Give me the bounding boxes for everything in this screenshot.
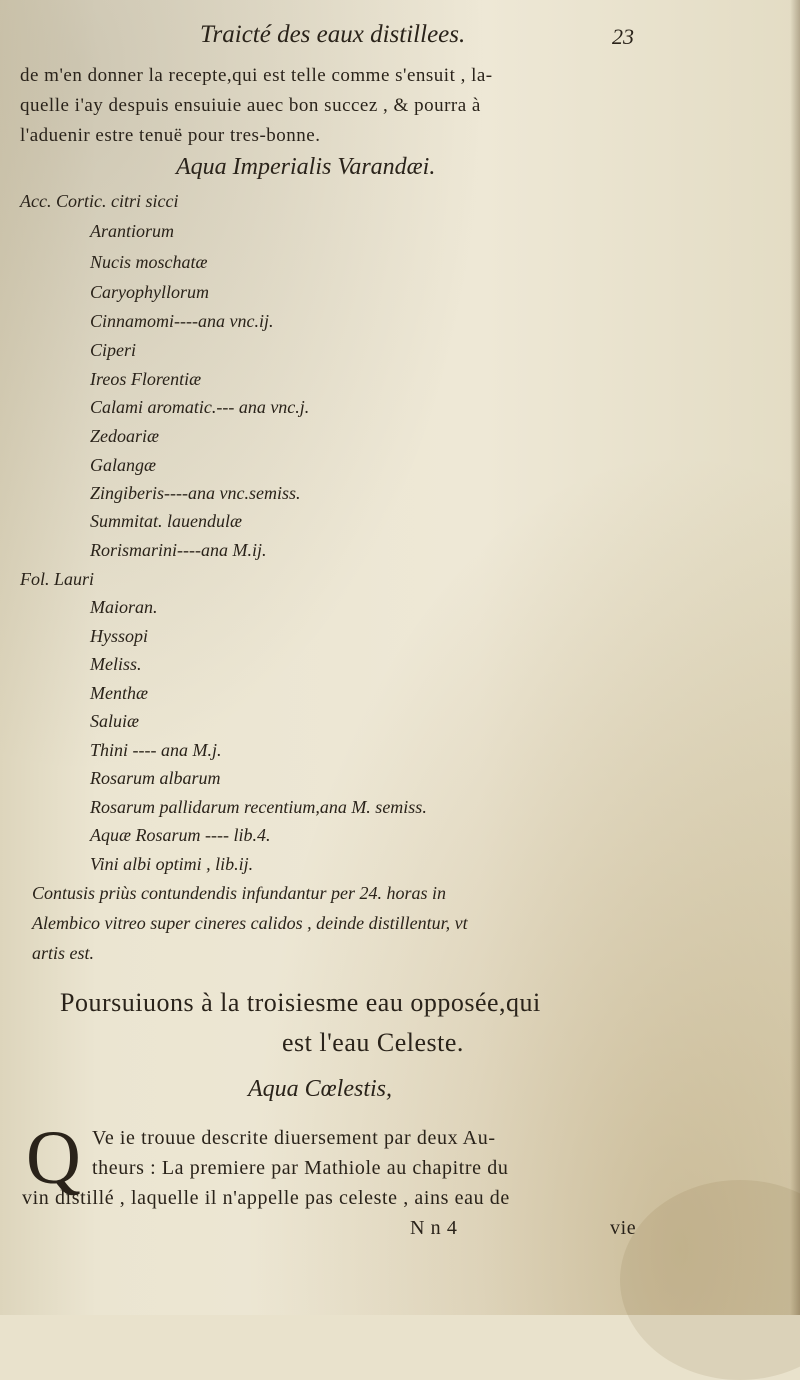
- intro-line-2: quelle i'ay despuis ensuiuie auec bon succez , & pourra à: [20, 95, 481, 116]
- body-line-2: theurs : La premiere par Mathiole au chapitre du: [92, 1157, 509, 1179]
- recipe-line: Fol. Lauri: [20, 569, 95, 589]
- instruction-line-3: artis est.: [32, 943, 95, 963]
- section-heading-line-1: Poursuiuons à la troisiesme eau opposée,qui: [60, 988, 541, 1017]
- subheading: Aqua Cœlestis,: [248, 1076, 393, 1102]
- recipe-line: Hyssopi: [90, 626, 148, 646]
- recipe-line: Maioran.: [90, 597, 158, 617]
- section-heading-line-2: est l'eau Celeste.: [282, 1028, 464, 1057]
- paper-stain: [620, 1180, 800, 1380]
- drop-cap: Q: [26, 1116, 81, 1200]
- recipe-title: Aqua Imperialis Varandæi.: [176, 154, 436, 180]
- recipe-line: Aquæ Rosarum ---- lib.4.: [90, 825, 271, 845]
- recipe-line: Calami aromatic.--- ana vnc.j.: [90, 397, 310, 417]
- recipe-line: Caryophyllorum: [90, 282, 209, 302]
- catchword: vie: [610, 1217, 637, 1239]
- recipe-line: Zedoariæ: [90, 426, 160, 446]
- signature-mark: N n 4: [410, 1217, 458, 1239]
- intro-line-3: l'aduenir estre tenuë pour tres-bonne.: [20, 125, 321, 146]
- recipe-line: Nucis moschatæ: [90, 252, 208, 272]
- recipe-line: Galangæ: [90, 455, 157, 475]
- body-line-3: vin distillé , laquelle il n'appelle pas celeste , ains eau de: [22, 1187, 510, 1209]
- recipe-line: Menthæ: [90, 683, 148, 703]
- recipe-line: Rorismarini----ana M.ij.: [90, 540, 267, 560]
- instruction-line-1: Contusis priùs contundendis infundantur per 24. horas in: [32, 883, 447, 903]
- recipe-line: Saluiæ: [90, 711, 140, 731]
- page-gutter-shadow: [790, 0, 800, 1315]
- recipe-line: Thini ---- ana M.j.: [90, 740, 222, 760]
- recipe-line: Arantiorum: [90, 221, 175, 241]
- recipe-line: Rosarum albarum: [90, 768, 221, 788]
- page-number: 23: [612, 24, 634, 49]
- recipe-line: Meliss.: [90, 654, 142, 674]
- body-line-1: Ve ie trouue descrite diuersement par deux Au-: [92, 1127, 496, 1149]
- recipe-line: Vini albi optimi , lib.ij.: [90, 854, 254, 874]
- recipe-line: Ireos Florentiæ: [90, 369, 202, 389]
- recipe-line: Acc. Cortic. citri sicci: [20, 191, 179, 211]
- intro-line-1: de m'en donner la recepte,qui est telle comme s'ensuit , la-: [20, 65, 493, 86]
- instruction-line-2: Alembico vitreo super cineres calidos , deinde distillentur, vt: [32, 913, 468, 933]
- recipe-line: Rosarum pallidarum recentium,ana M. semiss.: [90, 797, 427, 817]
- recipe-line: Ciperi: [90, 340, 137, 360]
- recipe-line: Summitat. lauendulæ: [90, 511, 242, 531]
- recipe-line: Cinnamomi----ana vnc.ij.: [90, 311, 274, 331]
- running-head-title: Traicté des eaux distillees.: [200, 21, 466, 48]
- recipe-line: Zingiberis----ana vnc.semiss.: [90, 483, 301, 503]
